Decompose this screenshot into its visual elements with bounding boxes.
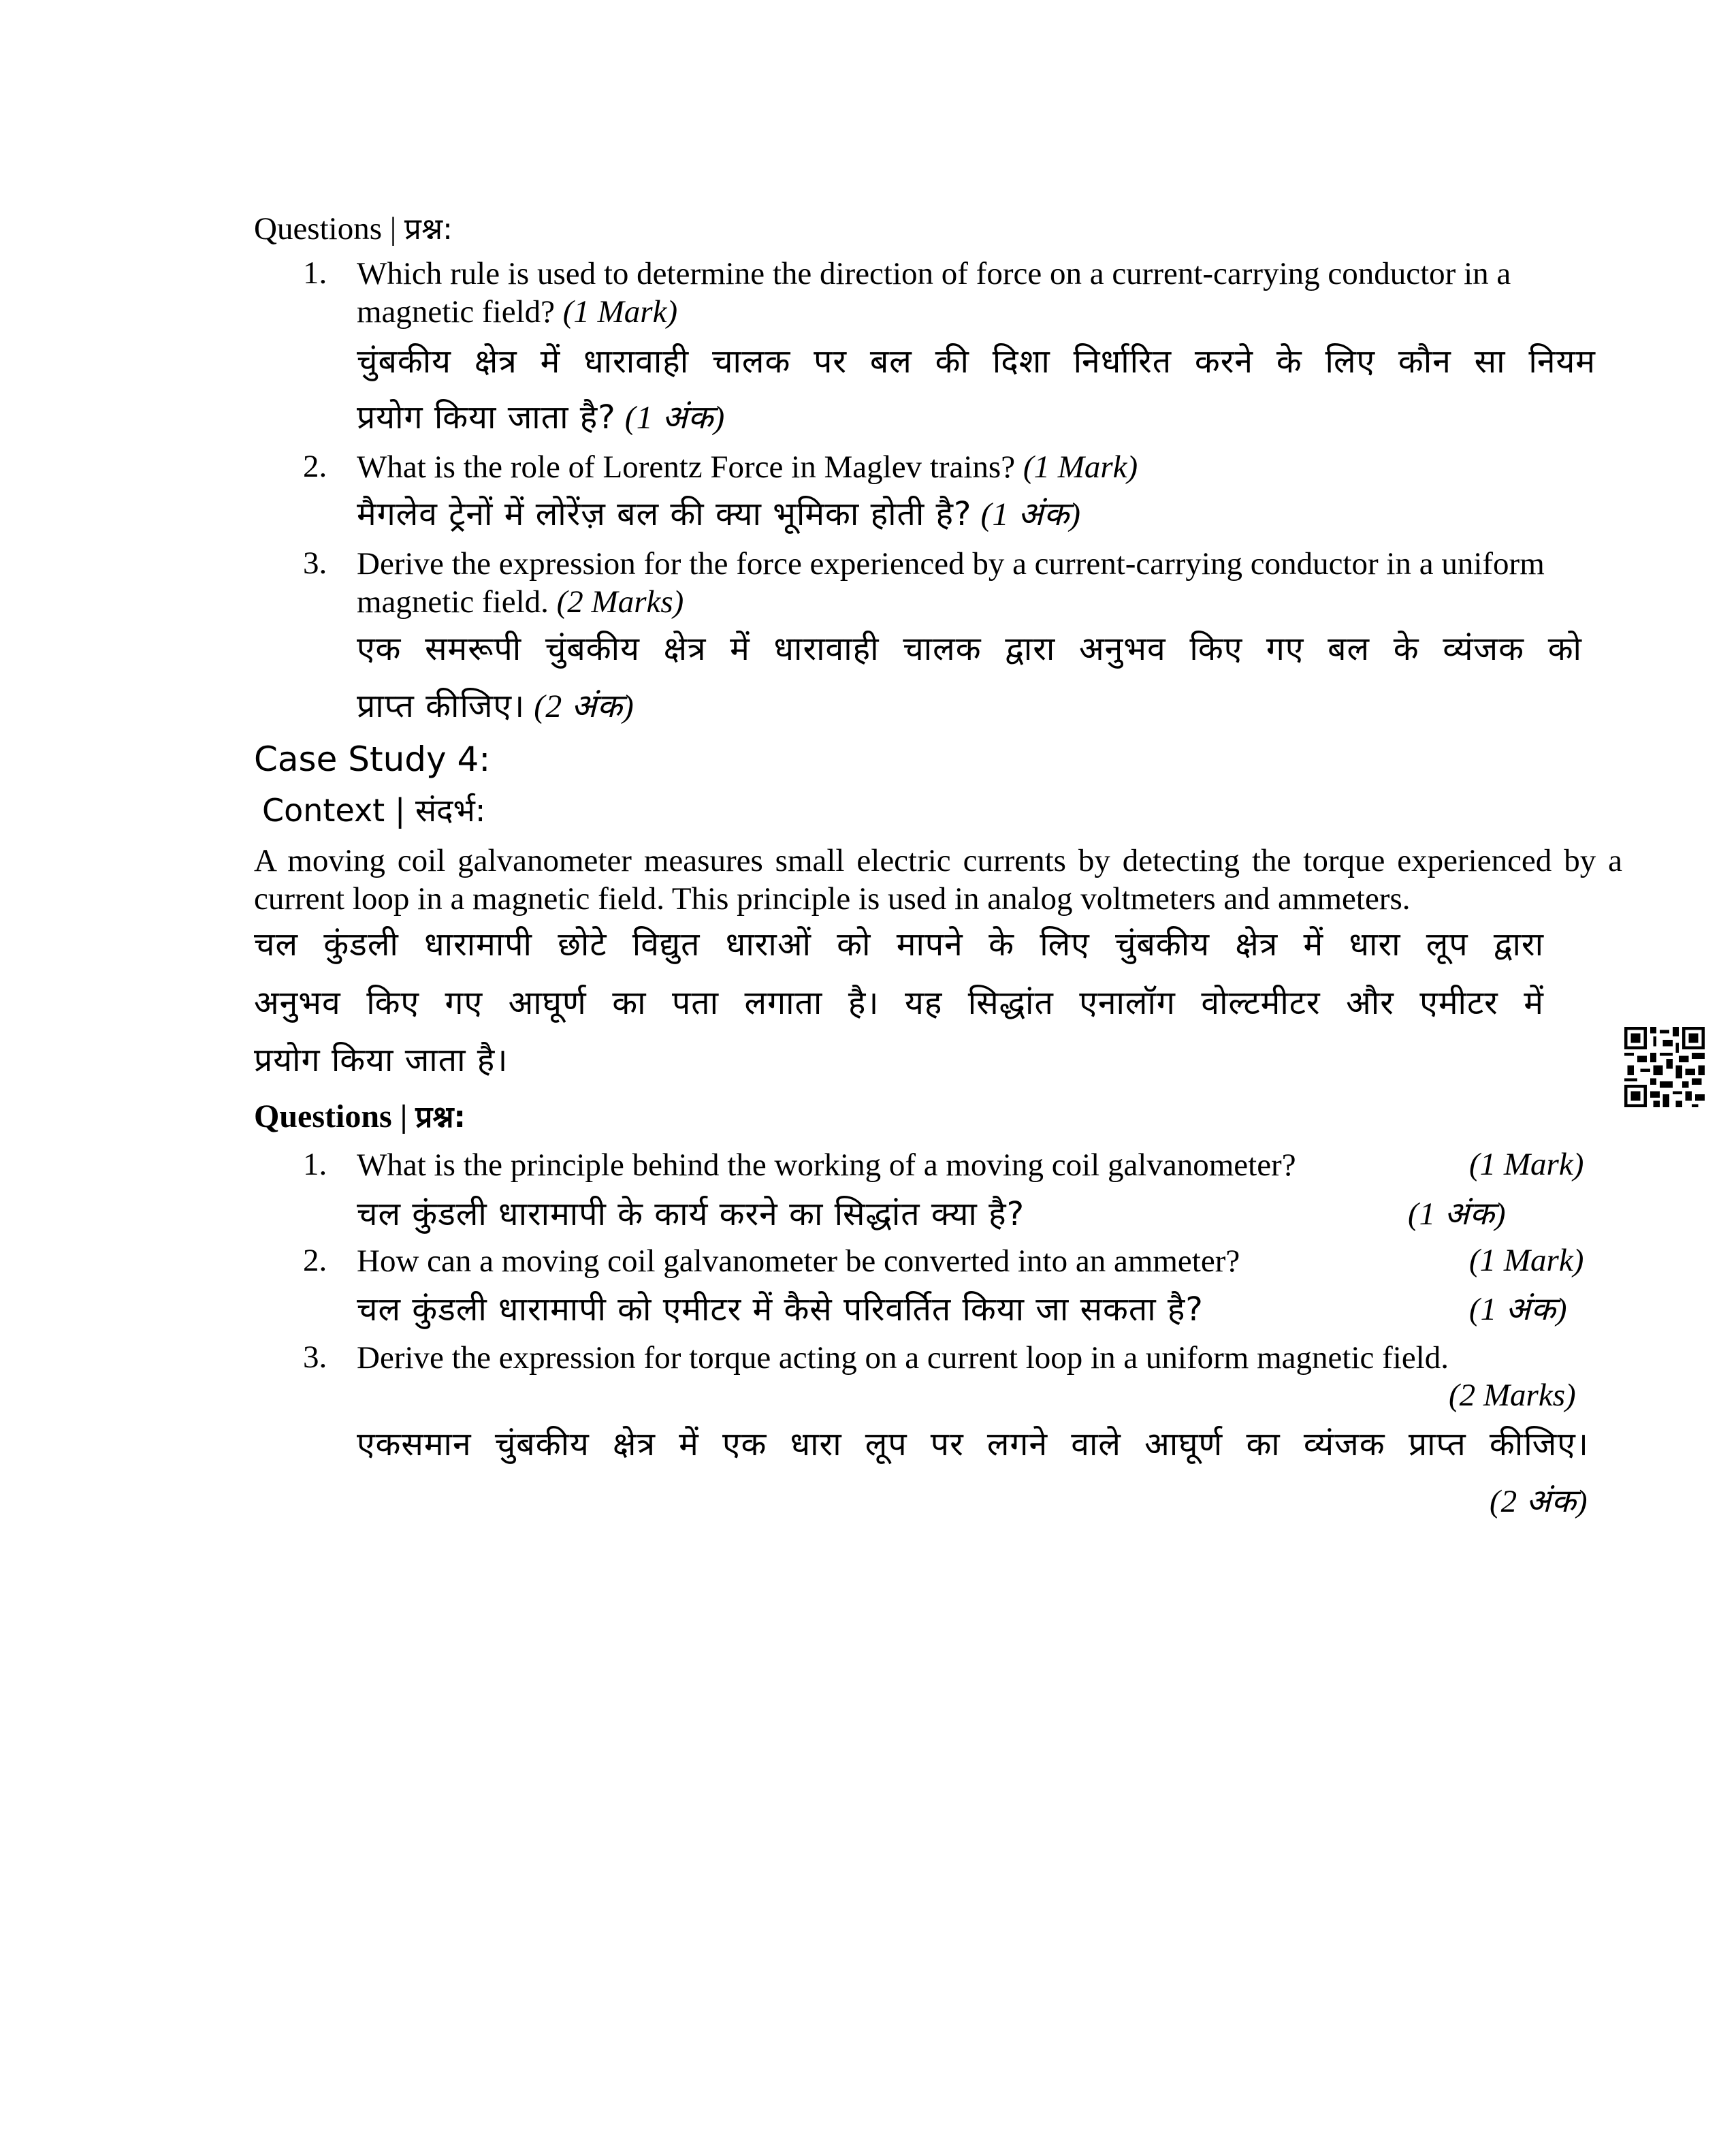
question-hi-text: प्राप्त कीजिए।: [357, 687, 526, 725]
context-hi-line: चल कुंडली धारामापी छोटे विद्युत धाराओं को मापने के लिए चुंबकीय क्षेत्र में धारा लूप द्वारा: [254, 925, 1544, 964]
question-number: 1.: [303, 1147, 327, 1182]
question-hi-cont: [357, 678, 1616, 735]
question-en-mark: (1 Mark): [1015, 449, 1138, 485]
question-en: How can a moving coil galvanometer be converted into an ammeter?: [357, 1243, 1240, 1279]
context-hi-line: प्रयोग किया जाता है।: [254, 1041, 509, 1079]
question-en: What is the principle behind the working of a moving coil galvanometer?: [357, 1147, 1296, 1183]
question-number: 2.: [303, 1243, 327, 1278]
question-en-text: Which rule is used to determine the direction of force on a current-carrying conductor in a magnetic field?: [357, 256, 1511, 330]
context-label-en: Context |: [262, 792, 415, 829]
question-number: 3.: [303, 545, 327, 581]
question-hi-mark: (1 अंक): [615, 400, 726, 436]
context-hi-line: अनुभव किए गए आघूर्ण का पता लगाता है। यह सिद्धांत एनालॉग वोल्टमीटर और एमीटर में: [254, 984, 1544, 1022]
case-study-title: Case Study 4:: [254, 740, 491, 779]
question-hi-cont: [357, 390, 1616, 446]
question-hi-mark: (1 अंक): [1408, 1196, 1507, 1232]
question-hi: [357, 486, 1616, 543]
questions-heading-en: Questions |: [254, 1098, 416, 1134]
question-en-text: What is the role of Lorentz Force in Maglev trains?: [357, 449, 1016, 485]
questions-heading-hi: प्रश्न:: [415, 1100, 466, 1134]
question-hi-mark: (1 अंक): [1469, 1292, 1568, 1327]
context-label-hi: संदर्भ:: [415, 792, 486, 829]
question-en-text: Derive the expression for the force experienced by a current-carrying conductor in a uniform magnetic field.: [357, 546, 1545, 620]
question-en: [357, 448, 1616, 486]
question-en-mark: (2 Marks): [548, 584, 684, 620]
question-en-mark: (1 Mark): [555, 294, 678, 330]
question-hi: एकसमान चुंबकीय क्षेत्र में एक धारा लूप पर लगने वाले आघूर्ण का व्यंजक प्राप्त कीजिए।: [357, 1425, 1589, 1463]
question-number: 3.: [303, 1339, 327, 1375]
question-number: 2.: [303, 449, 327, 484]
context-label: [262, 789, 485, 832]
question-en: Derive the expression for torque acting on a current loop in a uniform magnetic field.: [357, 1340, 1449, 1376]
question-hi-text: प्रयोग किया जाता है?: [357, 398, 616, 436]
question-hi: चल कुंडली धारामापी के कार्य करने का सिद्धांत क्या है?: [357, 1195, 1025, 1233]
question-hi: चल कुंडली धारामापी को एमीटर में कैसे परिवर्तित किया जा सकता है?: [357, 1290, 1204, 1329]
question-hi-mark: (2 अंक): [525, 688, 634, 725]
questions-heading: [254, 210, 453, 249]
question-hi-mark: (1 अंक): [971, 496, 1082, 533]
question-hi: एक समरूपी चुंबकीय क्षेत्र में धारावाही चालक द्वारा अनुभव किए गए बल के व्यंजक को: [357, 630, 1582, 668]
questions-heading: [254, 1098, 466, 1137]
question-en: [357, 545, 1616, 621]
qr-code-icon: [1624, 1027, 1705, 1107]
context-en: A moving coil galvanometer measures small electric currents by detecting the torque experienced by a current loop in a magnetic field. This principle is used in analog voltmeters and ammeters.: [254, 843, 1622, 917]
question-number: 1.: [303, 255, 327, 291]
question-en-mark: (1 Mark): [1469, 1243, 1584, 1278]
question-en-mark: (1 Mark): [1469, 1147, 1584, 1182]
question-hi-mark: (2 अंक): [1490, 1484, 1588, 1519]
question-en: [357, 255, 1603, 331]
question-hi-text: मैगलेव ट्रेनों में लोरेंज़ बल की क्या भूमिका होती है?: [357, 495, 972, 533]
question-hi: चुंबकीय क्षेत्र में धारावाही चालक पर बल की दिशा निर्धारित करने के लिए कौन सा नियम: [357, 343, 1596, 381]
questions-heading-en: Questions |: [254, 211, 404, 247]
question-en-mark: (2 Marks): [1449, 1378, 1576, 1413]
questions-heading-hi: प्रश्न:: [404, 212, 453, 247]
